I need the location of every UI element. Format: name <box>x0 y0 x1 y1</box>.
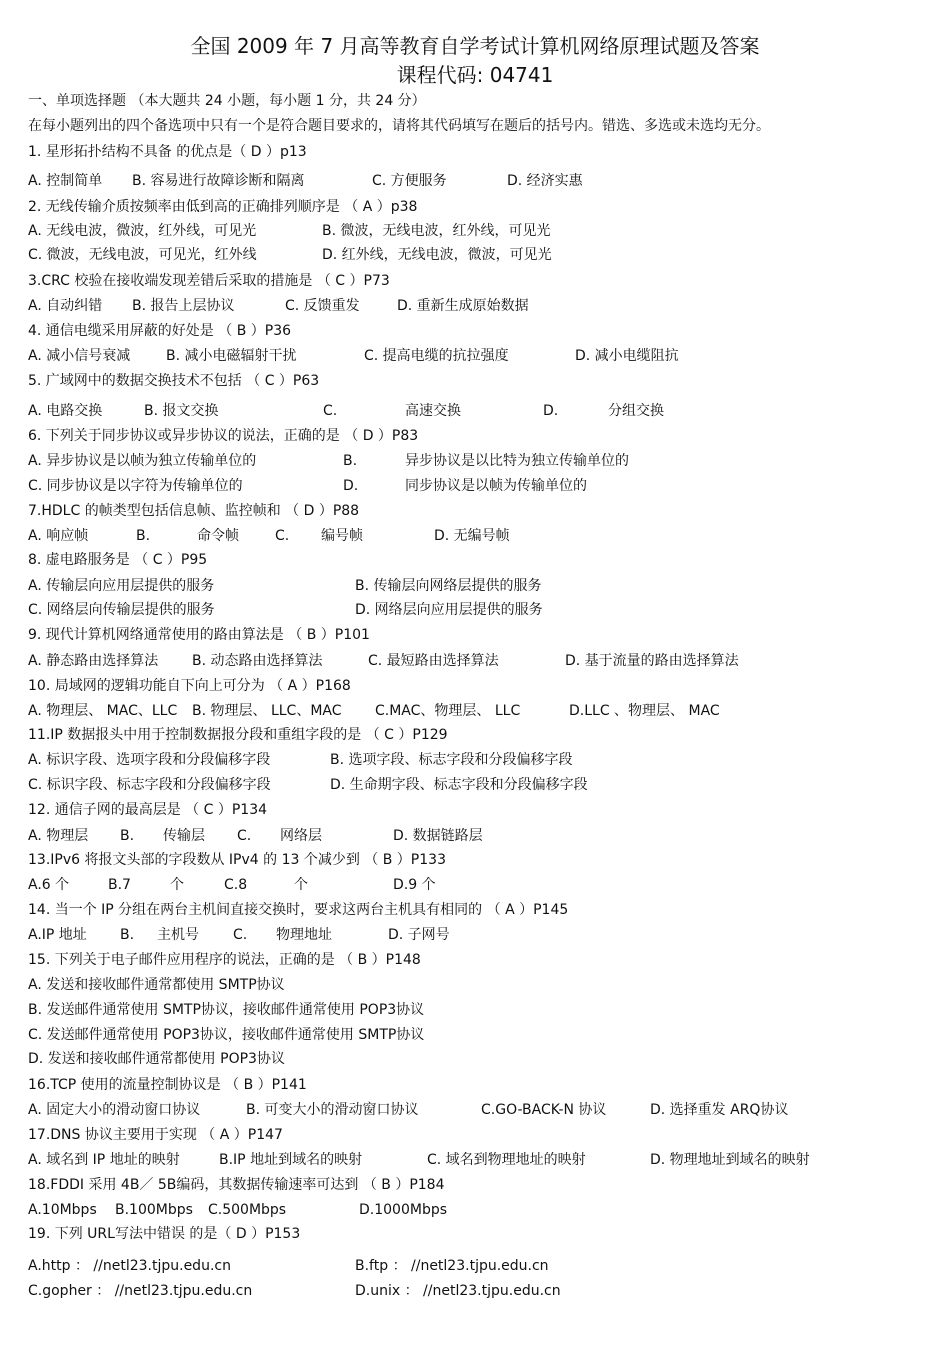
answer-option: C.500Mbps <box>208 1202 287 1218</box>
answer-option: 物理地址 <box>276 927 332 943</box>
answer-option: B. 可变大小的滑动窗口协议 <box>246 1102 419 1118</box>
answer-option: D. 发送和接收邮件通常都使用 POP3协议 <box>28 1051 285 1067</box>
answer-option: A. 域名到 IP 地址的映射 <box>28 1152 180 1168</box>
answer-option: B. 报告上层协议 <box>132 298 235 314</box>
answer-option: B. <box>120 927 135 943</box>
answer-option: D.unix ： //netl23.tjpu.edu.cn <box>355 1283 561 1299</box>
question-stem: 15. 下列关于电子邮件应用程序的说法，正确的是 （ B ）P148 <box>28 952 421 968</box>
answer-option: D. 数据链路层 <box>393 828 483 844</box>
answer-option: C. 网络层向传输层提供的服务 <box>28 602 215 618</box>
answer-option: C.MAC、物理层、 LLC <box>375 703 521 719</box>
question-stem: 8. 虚电路服务是 （ C ）P95 <box>28 552 208 568</box>
answer-option: C.gopher ： //netl23.tjpu.edu.cn <box>28 1283 253 1299</box>
answer-option: A. 物理层、 MAC、LLC <box>28 703 178 719</box>
answer-option: B.100Mbps <box>115 1202 193 1218</box>
answer-option: A. 响应帧 <box>28 528 89 544</box>
answer-option: C.GO-BACK-N 协议 <box>481 1102 607 1118</box>
question-stem: 7.HDLC 的帧类型包括信息帧、监控帧和 （ D ）P88 <box>28 503 360 519</box>
answer-option: B. 减小电磁辐射干扰 <box>166 348 297 364</box>
answer-option: 异步协议是以比特为独立传输单位的 <box>405 453 629 469</box>
answer-option: D. 重新生成原始数据 <box>397 298 529 314</box>
answer-option: C. 最短路由选择算法 <box>368 653 499 669</box>
answer-option: D. 经济实惠 <box>507 173 583 189</box>
course-code: 课程代码: 04741 <box>396 63 554 87</box>
answer-option: B. 选项字段、标志字段和分段偏移字段 <box>330 752 573 768</box>
answer-option: A. 控制简单 <box>28 173 103 189</box>
question-stem: 10. 局域网的逻辑功能自下向上可分为 （ A ）P168 <box>28 678 351 694</box>
answer-option: B. 发送邮件通常使用 SMTP协议，接收邮件通常使用 POP3协议 <box>28 1002 425 1018</box>
answer-option: 个 <box>294 877 308 893</box>
answer-option: D. 选择重发 ARQ协议 <box>650 1102 789 1118</box>
answer-option: C. 微波，无线电波，可见光，红外线 <box>28 247 257 263</box>
page-title: 全国 2009 年 7 月高等教育自学考试计算机网络原理试题及答案 <box>190 34 760 58</box>
question-stem: 1. 星形拓扑结构不具备 的优点是（ D ）p13 <box>28 144 307 160</box>
answer-option: C. <box>275 528 290 544</box>
answer-option: 分组交换 <box>608 403 664 419</box>
answer-option: A. 固定大小的滑动窗口协议 <box>28 1102 201 1118</box>
answer-option: B.IP 地址到域名的映射 <box>219 1152 363 1168</box>
answer-option: D. <box>343 478 359 494</box>
answer-option: C. <box>237 828 252 844</box>
answer-option: B. 传输层向网络层提供的服务 <box>355 578 542 594</box>
answer-option: D. <box>543 403 559 419</box>
answer-option: 高速交换 <box>405 403 461 419</box>
answer-option: C. 方便服务 <box>372 173 447 189</box>
answer-option: C. <box>323 403 338 419</box>
question-stem: 11.IP 数据报头中用于控制数据报分段和重组字段的是 （ C ）P129 <box>28 727 448 743</box>
answer-option: A.10Mbps <box>28 1202 97 1218</box>
answer-option: B. <box>120 828 135 844</box>
answer-option: B.ftp ： //netl23.tjpu.edu.cn <box>355 1258 549 1274</box>
question-stem: 9. 现代计算机网络通常使用的路由算法是 （ B ）P101 <box>28 627 370 643</box>
answer-option: D. 生命期字段、标志字段和分段偏移字段 <box>330 777 588 793</box>
answer-option: A.6 个 <box>28 877 70 893</box>
answer-option: D. 网络层向应用层提供的服务 <box>355 602 543 618</box>
answer-option: 个 <box>170 877 184 893</box>
question-stem: 16.TCP 使用的流量控制协议是 （ B ）P141 <box>28 1077 307 1093</box>
question-stem: 2. 无线传输介质按频率由低到高的正确排列顺序是 （ A ）p38 <box>28 199 418 215</box>
question-stem: 13.IPv6 将报文头部的字段数从 IPv4 的 13 个减少到 （ B ）P133 <box>28 852 446 868</box>
answer-option: A. 物理层 <box>28 828 89 844</box>
answer-option: A. 静态路由选择算法 <box>28 653 159 669</box>
answer-option: C. 域名到物理地址的映射 <box>427 1152 586 1168</box>
answer-option: D. 减小电缆阻抗 <box>575 348 679 364</box>
answer-option: D. 无编号帧 <box>434 528 510 544</box>
answer-option: B. 物理层、 LLC、MAC <box>192 703 342 719</box>
answer-option: B. 动态路由选择算法 <box>192 653 323 669</box>
answer-option: D. 子网号 <box>388 927 450 943</box>
question-stem: 5. 广域网中的数据交换技术不包括 （ C ）P63 <box>28 373 320 389</box>
answer-option: 网络层 <box>280 828 322 844</box>
answer-option: A. 无线电波，微波，红外线，可见光 <box>28 223 257 239</box>
answer-option: C. 同步协议是以字符为传输单位的 <box>28 478 243 494</box>
answer-option: A. 发送和接收邮件通常都使用 SMTP协议 <box>28 977 285 993</box>
question-stem: 14. 当一个 IP 分组在两台主机间直接交换时，要求这两台主机具有相同的 （ A ）P145 <box>28 902 569 918</box>
answer-option: 编号帧 <box>321 528 363 544</box>
answer-option: D.9 个 <box>393 877 436 893</box>
section-header: 一、单项选择题 （本大题共 24 小题，每小题 1 分，共 24 分） <box>28 93 426 109</box>
answer-option: C. <box>233 927 248 943</box>
answer-option: A. 电路交换 <box>28 403 103 419</box>
answer-option: A. 标识字段、选项字段和分段偏移字段 <box>28 752 271 768</box>
answer-option: B. 微波，无线电波，红外线，可见光 <box>322 223 551 239</box>
answer-option: B. <box>343 453 358 469</box>
answer-option: C.8 <box>224 877 248 893</box>
answer-option: D.LLC 、物理层、 MAC <box>569 703 720 719</box>
answer-option: 命令帧 <box>197 528 239 544</box>
answer-option: A. 传输层向应用层提供的服务 <box>28 578 215 594</box>
answer-option: A. 自动纠错 <box>28 298 103 314</box>
answer-option: A. 减小信号衰减 <box>28 348 131 364</box>
answer-option: D.1000Mbps <box>359 1202 448 1218</box>
question-stem: 6. 下列关于同步协议或异步协议的说法，正确的是 （ D ）P83 <box>28 428 419 444</box>
answer-option: B. <box>136 528 151 544</box>
answer-option: 传输层 <box>163 828 205 844</box>
answer-option: D. 红外线，无线电波，微波，可见光 <box>322 247 552 263</box>
answer-option: A.IP 地址 <box>28 927 87 943</box>
answer-option: B. 容易进行故障诊断和隔离 <box>132 173 305 189</box>
answer-option: C. 发送邮件通常使用 POP3协议，接收邮件通常使用 SMTP协议 <box>28 1027 425 1043</box>
answer-option: A.http ： //netl23.tjpu.edu.cn <box>28 1258 231 1274</box>
answer-option: B.7 <box>108 877 131 893</box>
question-stem: 19. 下列 URL写法中错误 的是（ D ）P153 <box>28 1226 301 1242</box>
question-stem: 3.CRC 校验在接收端发现差错后采取的措施是 （ C ）P73 <box>28 273 390 289</box>
answer-option: 主机号 <box>157 927 199 943</box>
answer-option: C. 标识字段、标志字段和分段偏移字段 <box>28 777 271 793</box>
answer-option: B. 报文交换 <box>144 403 219 419</box>
question-stem: 17.DNS 协议主要用于实现 （ A ）P147 <box>28 1127 283 1143</box>
instructions: 在每小题列出的四个备选项中只有一个是符合题目要求的，请将其代码填写在题后的括号内。错选、多选或未选均无分。 <box>28 118 770 134</box>
question-stem: 12. 通信子网的最高层是 （ C ）P134 <box>28 802 268 818</box>
answer-option: D. 物理地址到域名的映射 <box>650 1152 810 1168</box>
answer-option: A. 异步协议是以帧为独立传输单位的 <box>28 453 257 469</box>
answer-option: D. 基于流量的路由选择算法 <box>565 653 739 669</box>
question-stem: 18.FDDI 采用 4B／ 5B编码，其数据传输速率可达到 （ B ）P184 <box>28 1177 445 1193</box>
answer-option: C. 提高电缆的抗拉强度 <box>364 348 509 364</box>
answer-option: C. 反馈重发 <box>285 298 360 314</box>
answer-option: 同步协议是以帧为传输单位的 <box>405 478 587 494</box>
question-stem: 4. 通信电缆采用屏蔽的好处是 （ B ）P36 <box>28 323 292 339</box>
